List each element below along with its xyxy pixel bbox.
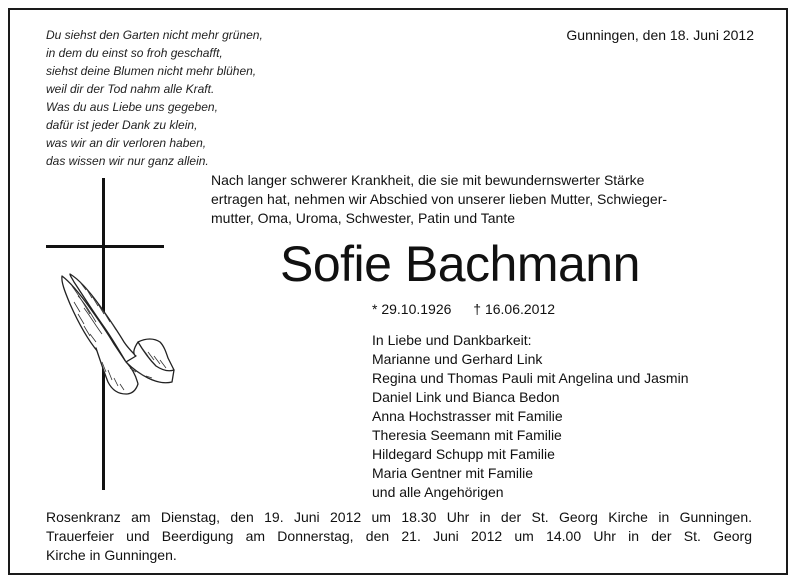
- death-date: † 16.06.2012: [473, 301, 556, 317]
- mourner-name: Anna Hochstrasser mit Familie: [372, 408, 563, 424]
- life-dates: [372, 300, 555, 318]
- deceased-name: Sofie Bachmann: [280, 236, 640, 292]
- rosary-line: Rosenkranz am Dienstag, den 19. Juni 2012 um 18.30 Uhr in der St. Georg Kirche in Gunningen.: [46, 509, 752, 525]
- poem-line: in dem du einst so froh geschafft,: [46, 46, 223, 60]
- mourner-name: Regina und Thomas Pauli mit Angelina und Jasmin: [372, 370, 689, 386]
- service-info: [46, 508, 752, 565]
- poem-line: dafür ist jeder Dank zu klein,: [46, 118, 198, 132]
- intro-text: [211, 171, 751, 228]
- funeral-line: Trauerfeier und Beerdigung am Donnerstag, den 21. Juni 2012 um 14.00 Uhr in der St. Georg: [46, 528, 752, 544]
- intro-line: ertragen hat, nehmen wir Abschied von unserer lieben Mutter, Schwieger-: [211, 191, 668, 207]
- poem-line: was wir an dir verloren haben,: [46, 136, 207, 150]
- birth-date: * 29.10.1926: [372, 301, 452, 317]
- mourner-name: Hildegard Schupp mit Familie: [372, 446, 555, 462]
- mourner-name: Daniel Link und Bianca Bedon: [372, 389, 560, 405]
- mourners-list: [372, 331, 688, 502]
- poem: [46, 26, 376, 170]
- poem-line: das wissen wir nur ganz allein.: [46, 154, 209, 168]
- mourner-name: Marianne und Gerhard Link: [372, 351, 543, 367]
- mourner-name: Theresia Seemann mit Familie: [372, 427, 562, 443]
- poem-line: Was du aus Liebe uns gegeben,: [46, 100, 218, 114]
- poem-line: Du siehst den Garten nicht mehr grünen,: [46, 28, 263, 42]
- mourner-name: und alle Angehörigen: [372, 484, 504, 500]
- praying-hands-icon: [56, 272, 178, 396]
- mourner-name: Maria Gentner mit Familie: [372, 465, 534, 481]
- mourners-heading: In Liebe und Dankbarkeit:: [372, 332, 532, 348]
- funeral-line-end: Kirche in Gunningen.: [46, 547, 177, 563]
- poem-line: weil dir der Tod nahm alle Kraft.: [46, 82, 215, 96]
- intro-line: Nach langer schwerer Krankheit, die sie mit bewundernswerter Stärke: [211, 172, 645, 188]
- place-date: Gunningen, den 18. Juni 2012: [566, 27, 754, 43]
- intro-line: mutter, Oma, Uroma, Schwester, Patin und Tante: [211, 210, 515, 226]
- poem-line: siehst deine Blumen nicht mehr blühen,: [46, 64, 257, 78]
